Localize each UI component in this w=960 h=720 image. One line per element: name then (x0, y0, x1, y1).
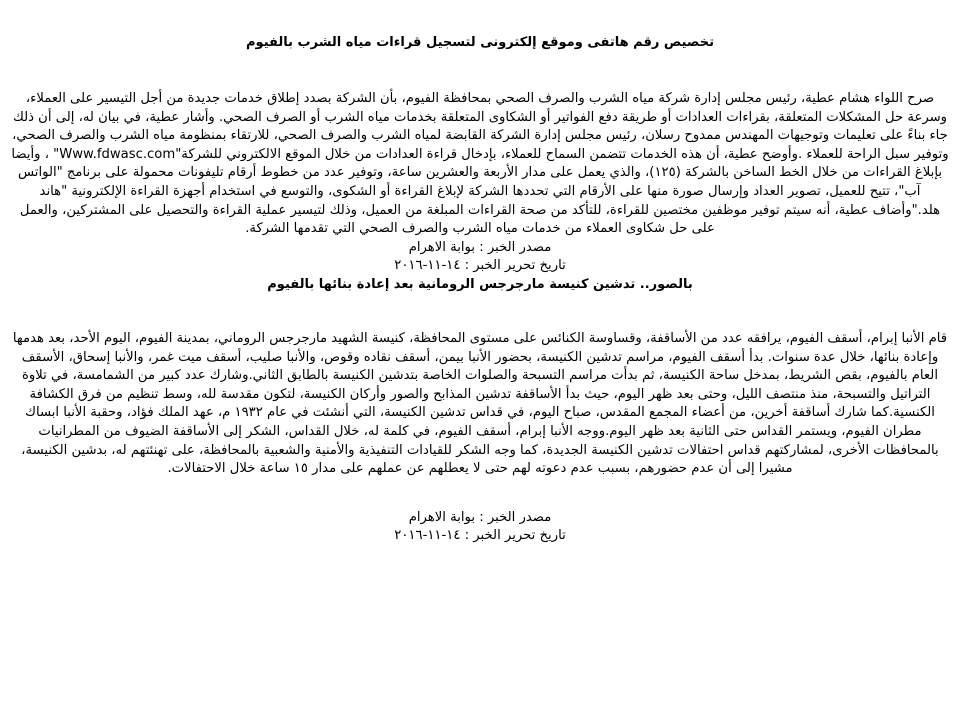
article1-title: تخصيص رقم هاتفى وموقع إلكترونى لتسجيل قراءات مياه الشرب بالفيوم (246, 35, 714, 50)
article1-source: مصدر الخبر : بوابة الاهرام (408, 239, 552, 255)
article2-date: تاريخ تحرير الخبر : ١٤-١١-٢٠١٦ (394, 528, 566, 544)
article1-date: تاريخ تحرير الخبر : ١٤-١١-٢٠١٦ (394, 258, 566, 274)
spacer (8, 479, 952, 509)
spacer (8, 294, 952, 330)
spacer (8, 52, 952, 90)
article2-title: بالصور.. تدشين كنيسة مارجرجس الرومانية بعد إعادة بنائها بالفيوم (267, 276, 693, 292)
article2-source: مصدر الخبر : بوابة الاهرام (408, 509, 552, 525)
article2-body: قام الأنبا إبرام، أسقف الفيوم، يرافقه عدد من الأساقفة، وقساوسة الكنائس على مستوى المحافظة، كنيسة الشهيد مارجرجس الروماني، بمدينة الفيوم، اليوم الأحد، بعد هدمها وإعادة بنائها، خلال عدة سنوات. بدأ أسقف الفيوم، مراسم تدشين الكنيسة، بحضور الأنبا بيمن، أسقف نقاده وقوص، والأنبا صليب، أسقف ميت غمر، والأنبا إسحاق، الأسقف العام بالفيوم، بقص الشريط، بمدخل ساحة الكنيسة، ثم بدأت مراسم التسبحة والصلوات الخاصة بتدشين الكنيسة بالطابق الثاني.وشارك عدد كبير من الشمامسة، في تلاوة التراتيل والتسبحة، منذ منتصف الليل، وحتى بعد ظهر اليوم، حيث بدأ الأساقفة تدشين المذابح والصور وأركان الكنيسة، لتكون مقدسة لله، وسط تنظيم من فرق الكشافة الكنسية.كما شارك أساقفة أخرين، من أعضاء المجمع المقدس، صباح اليوم، في قداس تدشين الكنيسة، التي أنشئت في عام ١٩٣٢ م، عهد الملك فؤاد، وحقبة الأنبا ابساك مطران الفيوم، ويستمر القداس حتى الثانية بعد ظهر اليوم.ووجه الأنبا إبرام، أسقف الفيوم، في كلمة له، خلال القداس، الشكر إلى الأساقفة الضيوف من المطرانيات بالمحافظات الأخرى، لمشاركتهم قداس احتفالات تدشين الكنيسة الجديدة، كما وجه الشكر للقيادات التنفيذية والأمنية والشعبية بالمحافظة، على تهنئتهم له، بدشين الكنيسة، مشيرا إلى أن عدم حضورهم، بسبب عدم دعوته لهم حتى لا يعطلهم عن عملهم على مدار ١٥ ساعة خلال الاحتفالات. (12, 330, 948, 477)
article1-body: صرح اللواء هشام عطية، رئيس مجلس إدارة شركة مياه الشرب والصرف الصحي بمحافظة الفيوم، بأن الشركة بصدد إطلاق خدمات جديدة من أجل التيسير على العملاء، وسرعة حل المشكلات المتعلقة، بقراءات العدادات أو طريقة دفع الفواتير أو الشكاوى المتعلقة بخدمات مياه الشرب أو الصرف الصحي. وأشار عطية، في بيان له، إلى أن ذلك جاء بناءً على تعليمات وتوجيهات المهندس ممدوح رسلان، رئيس مجلس إدارة الشركة القابضة لمياه الشرب والصرف الصحي، للارتقاء بمنظومة مياه الشرب والصرف الصحي، وتوفير سبل الراحة للعملاء .وأوضح عطية، أن هذه الخدمات تتضمن السماح للعملاء، بإدخال قراءة العدادات من خلال الموقع الالكتروني للشركة"Www.fdwasc.com" ، وأيضا بإبلاغ القراءات من خلال الخط الساخن بالشركة (١٢٥)، والذي يعمل على مدار الأربعة والعشرين ساعة، وتوفير عدد من خطوط أرقام تليفونات محمولة على برنامج "الواتس آب"، تتيح للعميل، تصوير العداد وإرسال صورة منها على الأرقام التي تحددها الشركة لإبلاغ القراءة أو الشكوى، والتوسع في استخدام أجهزة القراءة الإلكترونية "هاند هلد."وأضاف عطية، أنه سيتم توفير موظفين مختصين للقراءة، للتأكد من صحة القراءات المبلغة من العميل، وذلك لتيسير عملية القراءة والتحصيل على المشتركين، والعمل على حل شكاوى العملاء من خدمات مياه الشرب والصرف الصحي التي تقدمها الشركة. (11, 91, 949, 237)
document (8, 34, 952, 546)
